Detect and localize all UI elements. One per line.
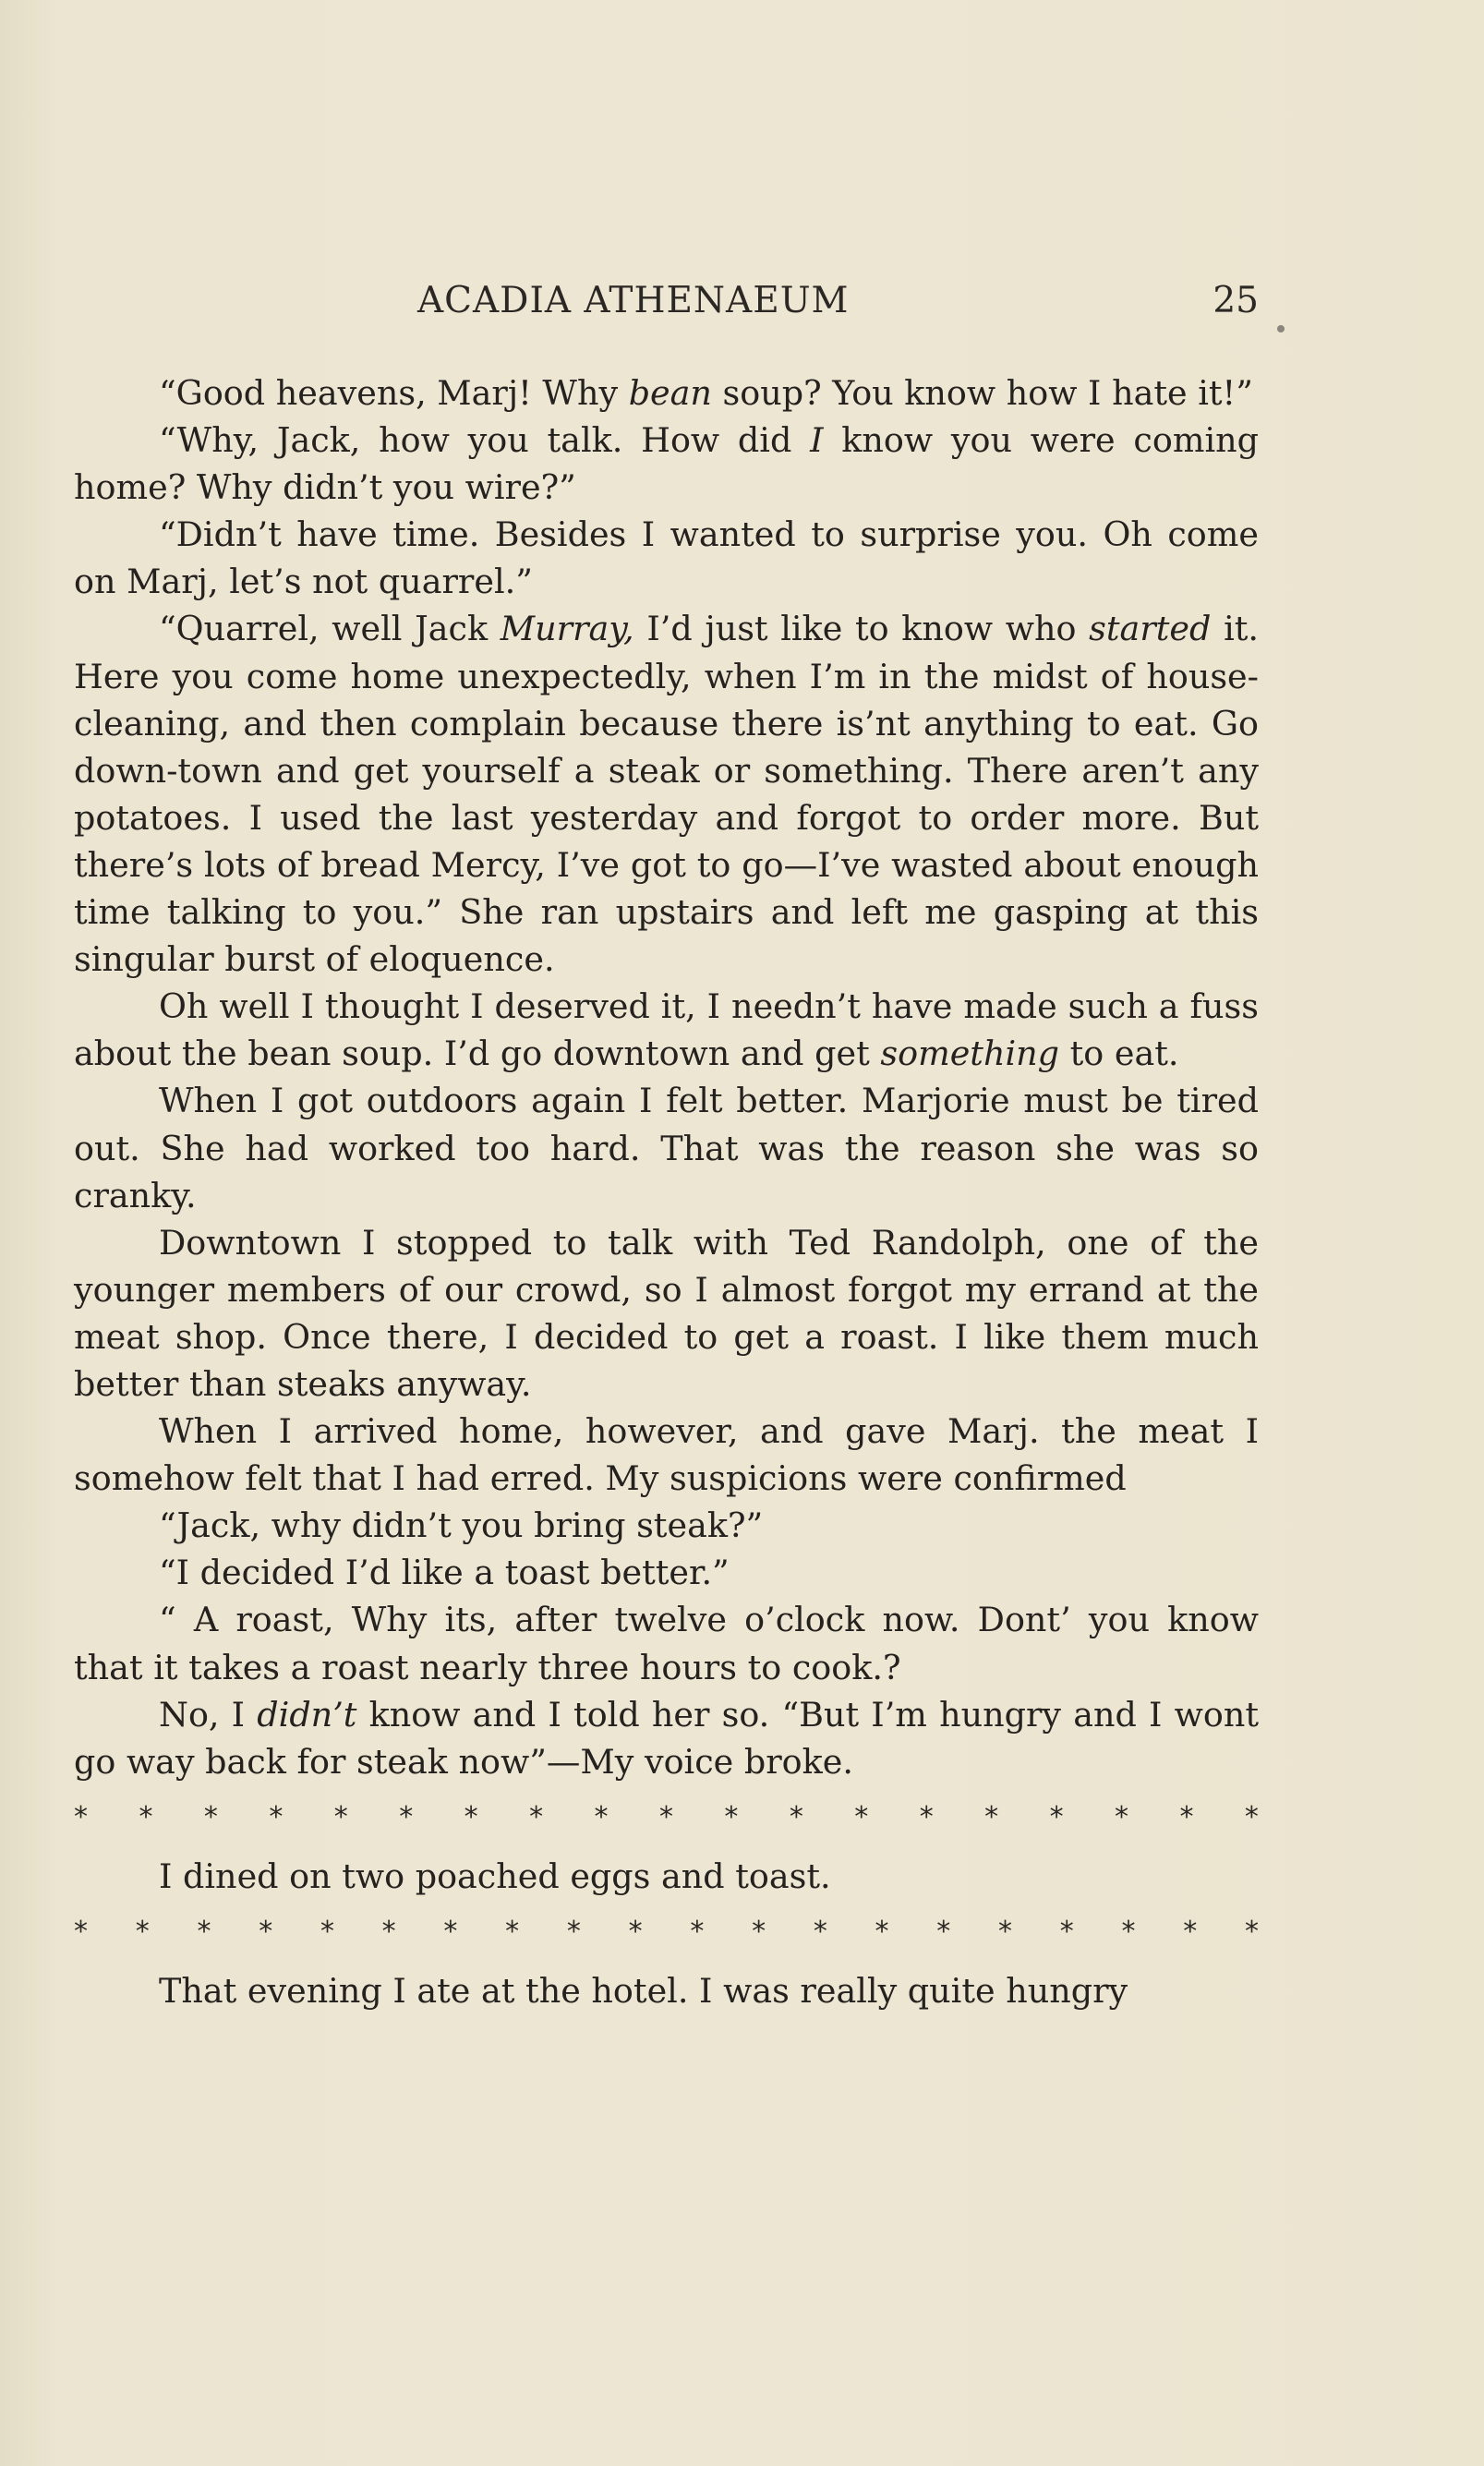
asterisk: * bbox=[1244, 1915, 1259, 1948]
asterisk: * bbox=[197, 1915, 211, 1948]
asterisk: * bbox=[854, 1800, 869, 1833]
asterisk: * bbox=[529, 1800, 544, 1833]
asterisk: * bbox=[505, 1915, 520, 1948]
text-run: soup? You know how I hate it!” bbox=[711, 373, 1253, 413]
journal-title: ACADIA ATHENAEUM bbox=[417, 280, 850, 321]
paragraph bbox=[74, 605, 1259, 983]
asterisk: * bbox=[399, 1800, 414, 1833]
paragraph bbox=[74, 1408, 1259, 1502]
asterisk: * bbox=[998, 1915, 1013, 1948]
text-run: I’d just like to know who bbox=[633, 609, 1090, 649]
paragraph bbox=[74, 1691, 1259, 1785]
italic-text: Murray, bbox=[500, 609, 634, 649]
paragraph bbox=[74, 1077, 1259, 1218]
asterisk: * bbox=[658, 1800, 673, 1833]
paragraph-list bbox=[74, 369, 1259, 1785]
asterisk: * bbox=[919, 1800, 934, 1833]
text-run: “Quarrel, well Jack bbox=[159, 609, 501, 649]
running-header bbox=[74, 280, 1259, 328]
text-run: “Why, Jack, how you talk. How did bbox=[159, 420, 811, 461]
asterisk: * bbox=[464, 1800, 478, 1833]
asterisk: * bbox=[259, 1915, 273, 1948]
asterisk: * bbox=[139, 1800, 153, 1833]
asterisk: * bbox=[690, 1915, 705, 1948]
text-run: “ A roast, Why its, after twelve o’clock now. Dont’ you know that it takes a roast nearly three hours to cook.? bbox=[74, 1600, 1259, 1687]
paragraph bbox=[74, 983, 1259, 1077]
text-run: to eat. bbox=[1059, 1034, 1179, 1074]
asterisk: * bbox=[320, 1915, 334, 1948]
paragraph bbox=[74, 1596, 1259, 1690]
text-run: know and I told her so. “But I’m hungry and I wont go way back for steak now”—My voice broke. bbox=[74, 1694, 1260, 1782]
asterisk: * bbox=[1059, 1915, 1074, 1948]
asterisk: * bbox=[1244, 1800, 1259, 1833]
asterisk: * bbox=[724, 1800, 739, 1833]
italic-text: started bbox=[1089, 609, 1212, 649]
asterisk: * bbox=[203, 1800, 218, 1833]
asterisk: * bbox=[1179, 1800, 1194, 1833]
text-run: No, I bbox=[159, 1694, 258, 1735]
asterisk: * bbox=[333, 1800, 348, 1833]
asterisk: * bbox=[984, 1800, 999, 1833]
paragraph bbox=[74, 1502, 1259, 1549]
asterisk: * bbox=[628, 1915, 643, 1948]
asterisk-separator bbox=[74, 1799, 1259, 1836]
asterisk: * bbox=[789, 1800, 803, 1833]
paragraph bbox=[74, 417, 1259, 511]
text-run: “I decided I’d like a toast better.” bbox=[159, 1553, 730, 1593]
paragraph: That evening I ate at the hotel. I was really quite hungry bbox=[159, 1970, 1128, 2011]
paragraph: I dined on two poached eggs and toast. bbox=[159, 1856, 831, 1896]
asterisk: * bbox=[936, 1915, 951, 1948]
asterisk: * bbox=[1183, 1915, 1198, 1948]
asterisk: * bbox=[566, 1915, 581, 1948]
page-number: 25 bbox=[1213, 280, 1259, 321]
italic-text: didn’t bbox=[257, 1694, 357, 1735]
body-text bbox=[74, 369, 1259, 2014]
asterisk: * bbox=[74, 1915, 88, 1948]
italic-text: I bbox=[810, 420, 824, 461]
ink-speck bbox=[1277, 325, 1285, 332]
asterisk: * bbox=[594, 1800, 609, 1833]
asterisk: * bbox=[875, 1915, 889, 1948]
asterisk: * bbox=[443, 1915, 458, 1948]
text-run: When I arrived home, however, and gave Marj. the meat I somehow felt that I had erred. My suspicions were confirmed bbox=[74, 1411, 1259, 1499]
asterisk: * bbox=[752, 1915, 766, 1948]
paragraph bbox=[74, 1219, 1259, 1408]
text-run: know you were coming home? Why didn’t you wire?” bbox=[74, 420, 1259, 508]
paragraph bbox=[74, 1549, 1259, 1596]
text-run: “Good heavens, Marj! Why bbox=[159, 373, 629, 413]
text-run: it. Here you come home unexpectedly, when I’m in the midst of house-cleaning, and then complain because there is’nt anything to eat. Go down-town and get yourself a steak or something. There aren’t any potatoes. I used the last yesterday and forgot to order more. But there’s lots of bread Mercy, I’ve got to go—I’ve wasted about enough time talking to you.” She ran upstairs and left me gasping at this singular burst of eloquence. bbox=[74, 609, 1260, 980]
asterisk: * bbox=[813, 1915, 827, 1948]
asterisk: * bbox=[1115, 1800, 1128, 1833]
text-run: Downtown I stopped to talk with Ted Randolph, one of the younger members of our crowd, so I almost forgot my errand at the meat shop. Once there, I decided to get a roast. I like them much better than steaks anyway. bbox=[74, 1222, 1259, 1404]
asterisk: * bbox=[1121, 1915, 1136, 1948]
asterisk: * bbox=[381, 1915, 396, 1948]
italic-text: something bbox=[880, 1034, 1060, 1074]
asterisk-separator bbox=[74, 1914, 1259, 1951]
paragraph bbox=[74, 511, 1259, 605]
text-run: “Didn’t have time. Besides I wanted to surprise you. Oh come on Marj, let’s not quarrel.” bbox=[74, 514, 1259, 602]
text-run: Oh well I thought I deserved it, I needn’t have made such a fuss about the bean soup. I’d go downtown and get bbox=[74, 986, 1259, 1074]
italic-text: bean bbox=[628, 373, 712, 413]
paragraph bbox=[74, 369, 1259, 417]
asterisk: * bbox=[269, 1800, 284, 1833]
asterisk: * bbox=[1049, 1800, 1064, 1833]
asterisk: * bbox=[135, 1915, 150, 1948]
text-run: “Jack, why didn’t you bring steak?” bbox=[159, 1505, 764, 1546]
text-run: When I got outdoors again I felt better. Marjorie must be tired out. She had worked too hard. That was the reason she was so cranky. bbox=[74, 1081, 1259, 1215]
asterisk: * bbox=[74, 1800, 88, 1833]
